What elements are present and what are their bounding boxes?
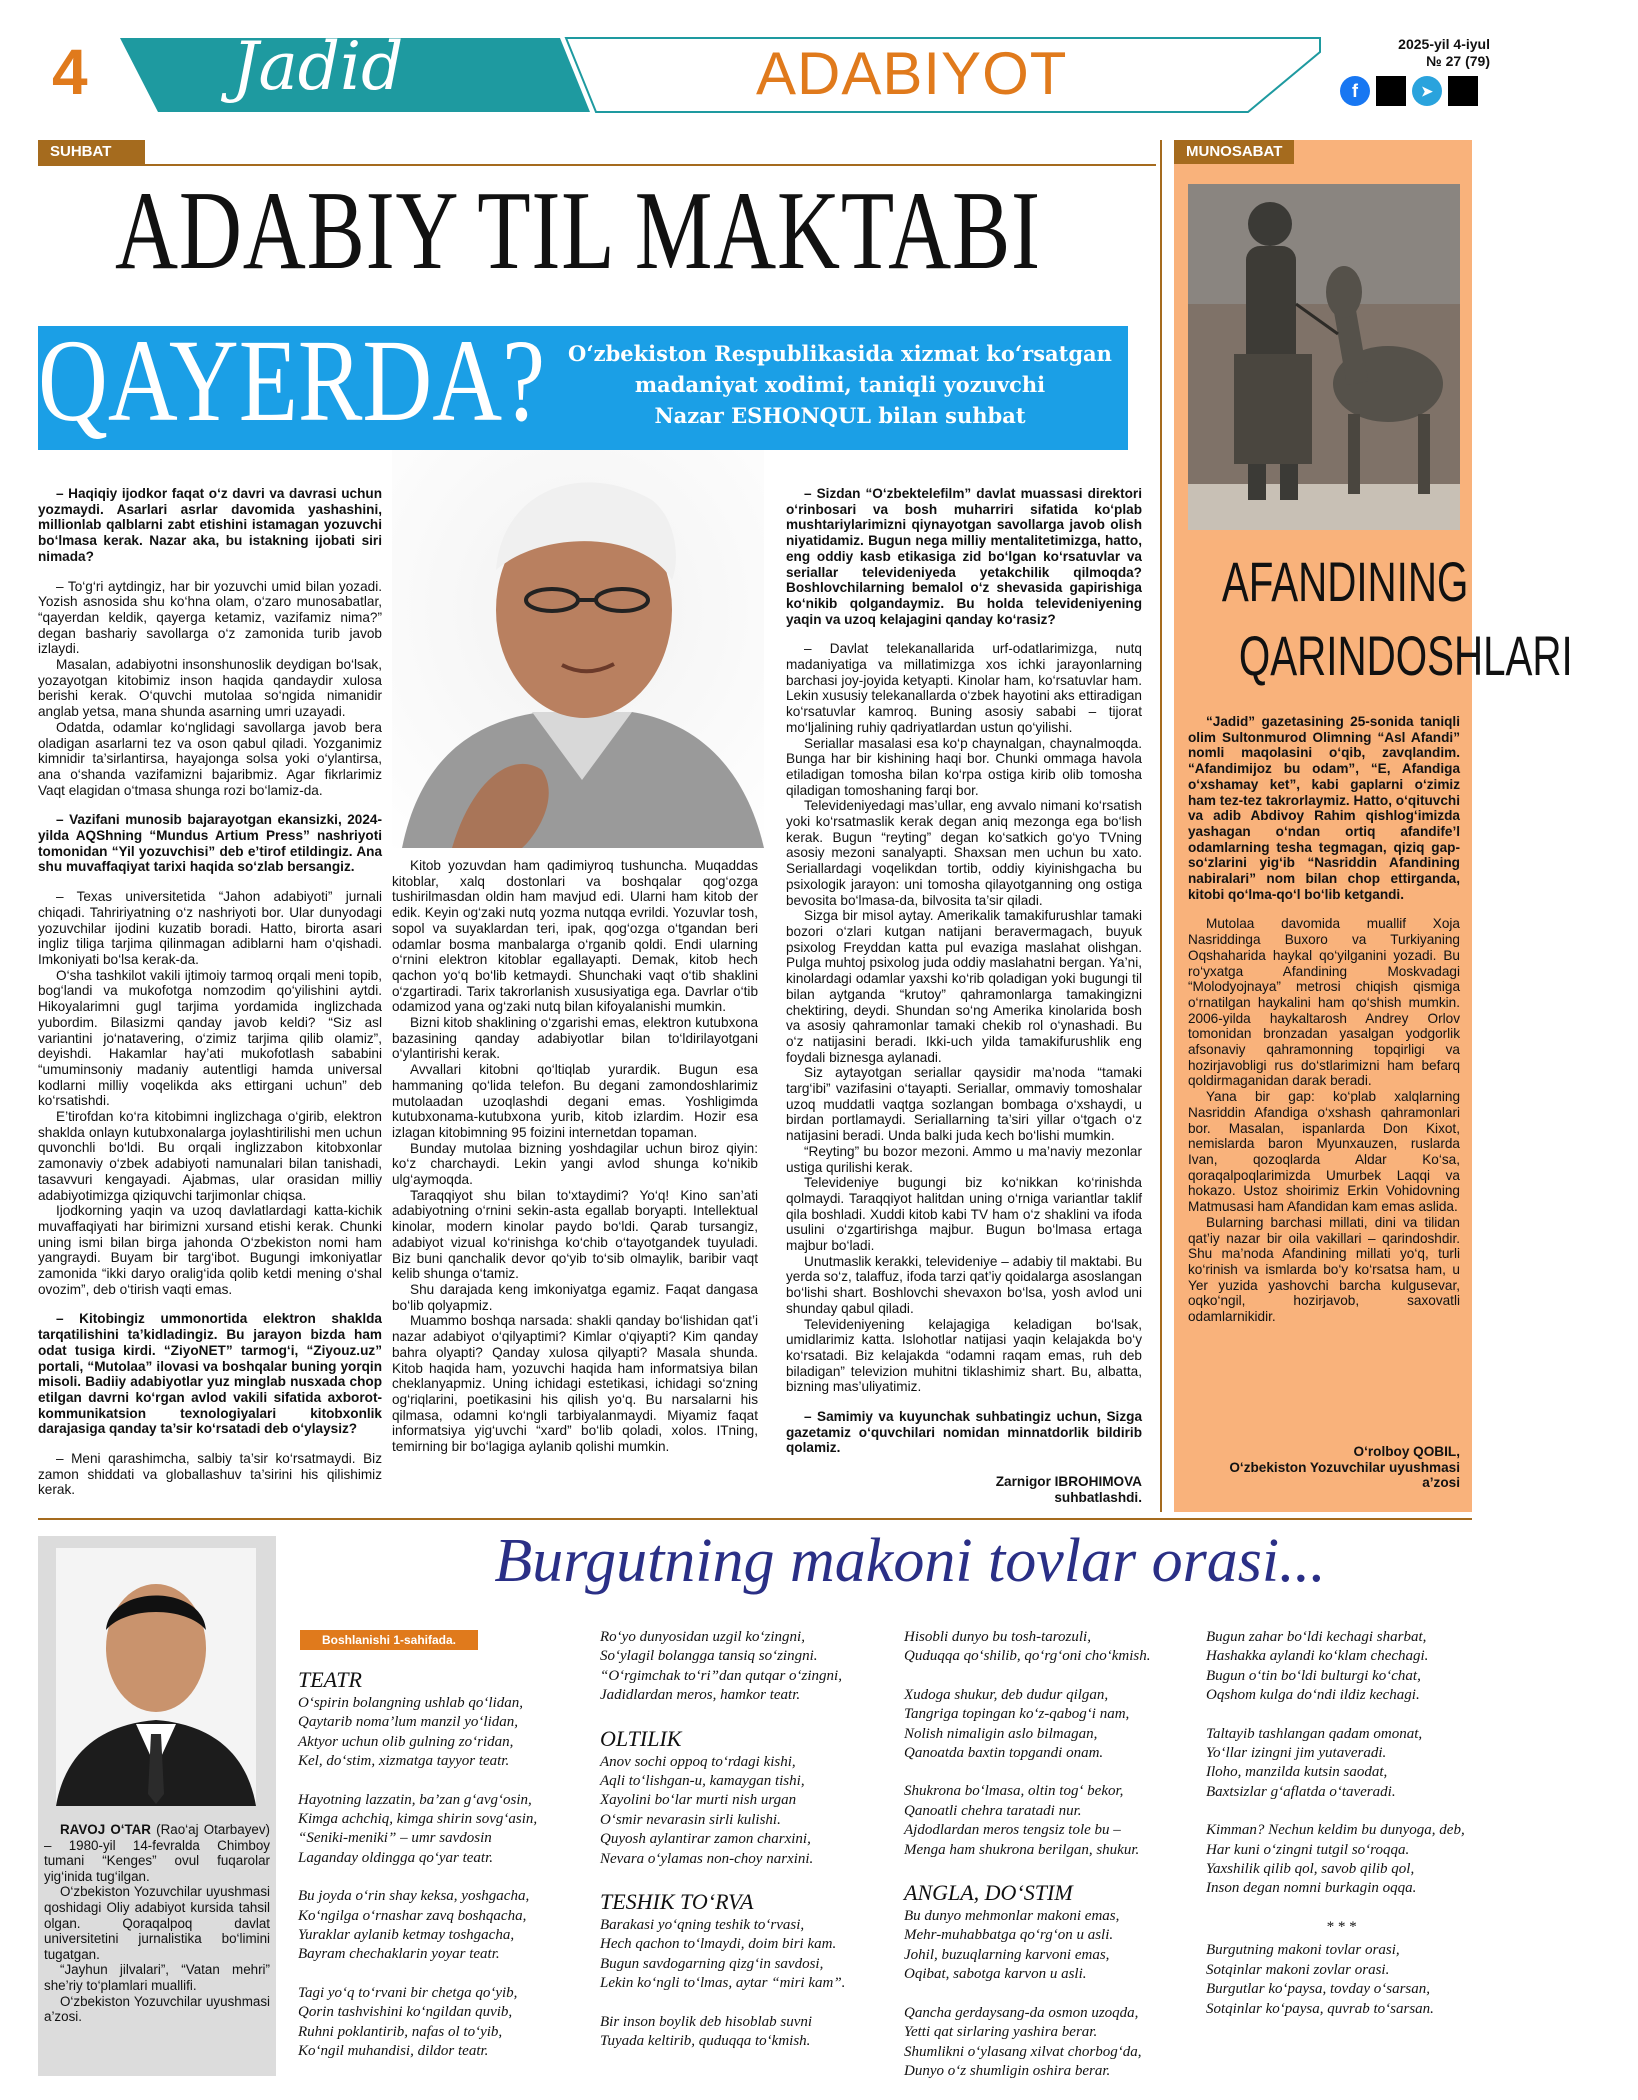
paragraph: – Kitobingiz ummonortida elektron shaklda tarqatilishini ta’kidladingiz. Bu jarayon bizda ham odat tusiga kirdi. “ZiyoNET” tarmog‘i, “Ziyouz.uz” portali, “Mutolaa” ilovasi va boshqalar buning yorqin misoli. Badiiy adabiyotlar yuz minglab nusxada chop etilgan davrni ko‘rgan avlod vakili sifatida axborot-kommunikatsion texnologiyalari kitobxonlik darajasiga qanday ta’sir ko‘rsatadi deb o‘ylaysiz? [38,1311,382,1437]
poem-stanza [904,1686,1174,1764]
tag-suhbat: SUHBAT [38,140,145,164]
poem-line: Bugun zahar bo‘ldi kechagi sharbat, [1206,1629,1427,1645]
paragraph: Siz aytayotgan seriallar qaysidir ma’noda “tamaki targ‘ibi” vazifasini o‘tayapti. Seriallar, ommaviy tomoshalar uzoq muddatli vaqtga sozlangan bombaga o‘xshaydi, u birdan portlamaydi. Seriallarning ta’siri yillar o‘tgach o‘z natijasini beradi. Unda balki juda kech bo‘lishi mumkin. [786,1065,1142,1144]
poem-line: Kimman? Nechun keldim bu dunyoga, deb, [1206,1822,1465,1839]
social-links [1340,76,1478,106]
poem-column-4 [1206,1628,1476,2038]
paragraph: Bularning barchasi millati, dini va tilidan qat’iy nazar bir oila vakillari – qarindoshdir. Shu ma’noda Afandining millati yo‘q, turli ko‘rinish va ismlarda bo‘y ko‘rsatsa ham, u Yer yuzida yashovchi barcha kulgusevar, oqko‘ngil, hozirjavob, saxovatli odamlarnikidir. [1188,1214,1460,1325]
paragraph: – Texas universitetida “Jahon adabiyoti” jurnali chiqadi. Tahririyatning o‘z nashriyoti bor. Ular dunyodagi yozuvchilar ijodini kuzatib boradi. Hatto, birorta asari ingliz tiliga tarjima qilinmagan adiblarni ham o‘qishadi. Imkoniyati bo‘lsa kerak-da. [38,889,382,967]
article-column-3 [786,486,1142,1456]
poem-line: “Seniki-meniki” – umr savdosin [298,1830,492,1847]
poem-line: Tangriga topingan ko‘z-qabog‘i nam, [904,1706,1130,1723]
poem-line: Bu joyda o‘rin shay keksa, yoshgacha, [298,1888,530,1905]
poem-stanza [904,1628,1174,1667]
poem-stanza [1206,1941,1476,2019]
bio-paragraph [44,1962,270,1993]
statue-photo [1188,184,1460,530]
poem-line: Yetti qat sirlaring yashira berar. [904,2024,1098,2041]
article-column-2 [392,858,758,1455]
telegram-icon[interactable]: ➤ [1412,76,1442,106]
continued-tag: Boshlanishi 1-sahifada. [300,1630,478,1650]
poem-line: Quyosh aylantirar zamon charxini, [600,1831,811,1848]
sidebar-author: O‘rolboy QOBIL, O‘zbekiston Yozuvchilar uyushmasi a’zosi [1229,1444,1460,1491]
poem-section-title: Burgutning makoni tovlar orasi... [494,1527,1326,1595]
poem-line: Oqshom kulga do‘ndi ildiz kechagi. [1206,1687,1420,1704]
poem-line: So‘ylagil bolangga tansiq so‘zingni. [600,1648,818,1665]
sidebar-body [1188,714,1460,1325]
paragraph: Yana bir gap: ko‘plab xalqlarning Nasriddin Afandiga o‘xshash qahramonlari bor. Masalan, ispanlarda Don Kixot, nemislarda baron Myunxauzen, ruslarda Ivan, qozoqlarda Aldar Ko‘sa, qoraqalpoqlarimizda Umurbek Laqqi va hokazo. Ustoz shoirimiz Erkin Vohidovning Matmusasi ham Afandidan kam emas aslida. [1188,1089,1460,1215]
poem-line: Bayram chechaklarin yoyar teatr. [298,1946,500,1963]
poem-separator: * * * [1326,1918,1356,1935]
paragraph: Ijodkorning yaqin va uzoq davlatlardagi katta-kichik muvaffaqiyati har birimizni xursand etishi kerak. Chunki uning ismi bilan birga jahonda O‘zbekiston nomi ham yangraydi. Buyam bir targ‘ibot. Bugungi imkoniyatlar zamonida “ikki daryo oralig‘ida qolib ketdi mening o‘shal ovozim”, deb o‘tirish vaqti emas. [38,1203,382,1297]
poem-line: Kimga achchiq, kimga shirin sovg‘asin, [298,1811,538,1828]
poem-line: Bu dunyo mehmonlar makoni emas, [904,1908,1120,1925]
poem-line: Inson degan nomni burkagin oqqa. [1206,1880,1417,1897]
poem-line: Xudoga shukur, deb dudur qilgan, [904,1686,1109,1703]
bio-text-span: O‘zbekiston Yozuvchilar uyushmasi qoshidagi Oliy adabiyot kursida tahsil olgan. Qoraqalpoq davlat universitetini jurnalistika bo‘limini tugatgan. [44,1884,270,1962]
paragraph: Kitob yozuvdan ham qadimiyroq tushuncha. Muqaddas kitoblar, xalq dostonlari va boshqalar qog‘ozga tushirilmasdan oldin ham mavjud edi. Ularni ham kitob der edik. Keyin og‘zaki nutq yozma nutqqa evrildi. Yozuvlar tosh, sopol va suyaklardan teri, ipak, qog‘ozga o‘tgandan beri odamlar bosma manbalarga o‘rganib qoldi. Endi ularning o‘rnini elektron kitoblar egallayapti. Demak, kitob hech qachon yo‘q bo‘lib ketmaydi. Shunchaki vaqt o‘tib shaklini o‘zgartiradi. Tarix takrorlanish xususiyatiga ega. Davrlar o‘tib odamizod yana og‘zaki nutq bilan kifoyalanishi mumkin. [392,858,758,1015]
poem-line: Tagi yo‘q to‘rvani bir chetga qo‘yib, [298,1984,518,2001]
poem-line: Aqli to‘lishgan-u, kamaygan tishi, [600,1773,805,1790]
issue-number: № 27 (79) [1426,53,1490,69]
paragraph: – Meni qarashimcha, salbiy ta’sir ko‘rsatmaydi. Biz zamon shiddati va globallashuv ta’sirini his qilishimiz kerak. [38,1451,382,1498]
paragraph: Avvallari kitobni qo‘ltiqlab yurardik. Bugun esa hammaning qo‘lida telefon. Bu degani zamondoshlarimiz mutolaadan uzoqlashdi degani emas. Yoshligimda kutubxonama-kutubxona yurib, kitob izlardim. Hozir esa izlagan kitobimning 95 foizini internetdan topaman. [392,1062,758,1140]
poem-line: Bugun savdogarning qizg‘in savdosi, [600,1955,824,1972]
sidebar-title: AFANDINING QARINDOSHLARI [1221,550,1573,687]
paragraph: Televideniye bugungi biz ko‘nikkan ko‘rinishda qolmaydi. Taraqqiyot halitdan uning o‘rniga variantlar taklif qila boshladi. Xuddi kitob kabi TV ham o‘z shaklini va ifoda usulini o‘zgartirishga majbur. Bugun bo‘lmasa ertaga majbur bo‘ladi. [786,1175,1142,1254]
article-signature: Zarnigor IBROHIMOVA suhbatlashdi. [995,1474,1142,1505]
poem-line: Ko‘ngil muhandisi, dildor teatr. [298,2043,489,2060]
poem-heading: OLTILIK [600,1725,682,1751]
interview-portrait [392,450,764,848]
section-rule [38,1518,1472,1520]
paragraph: – Davlat telekanallarida urf-odatlarimizga, nutq madaniyatiga va millatimizga xos ichki jarayonlarning barchasi joy-joyida ketyapti. Kinolar ham, ko‘rsatuvlar ham. Lekin xususiy telekanallarda o‘zbek hayotini aks ettiradigan ko‘rsatuvlar kamroq. Buning asosiy sababi – tijorat mo‘ljalining ruhiy qadriyatlardan ustun qo‘yilishi. [786,641,1142,735]
poem-heading: ANGLA, DO‘STIM [904,1880,1073,1906]
paragraph: Masalan, adabiyotni insonshunoslik deydigan bo‘lsak, yozayotgan kitobimiz inson haqida qandaydir xulosa berishi kerak. O‘quvchi mutolaa so‘ngida nimanidir anglab yetsa, mana shunda asarning umri uzayadi. [38,657,382,720]
paragraph: Sizga bir misol aytay. Amerikalik tamakifurushlar tamaki bozori o‘zlari kutgan natijani beravermagach, buyuk psixolog Freyddan katta pul evaziga maslahat olishgan. Pulga muhtoj psixolog juda oddiy maslahatni bergan. Ya’ni, kinolardagi odamlar yaxshi ko‘rib qoladigan yoki bugungi til bilan aytganda “krutoy” qahramonlarga tamakingizni chektiring, deydi. Shundan so‘ng Amerika kinolarida bosh va asosiy qahramonlar tamaki chekib rol o‘ynashadi. Bu o‘z natijasini beradi. Ikki-uch yilda tamakifurushlik eng foydali biznesga aylanadi. [786,908,1142,1065]
poem-line: Menga ham shukrona berilgan, shukur. [904,1841,1140,1858]
paragraph: Televideniyedagi mas’ullar, eng avvalo nimani ko‘rsatish yoki ko‘rsatmaslik kerak degan aniq mezonga ega bo‘lish kerak. Bugun “reyting” degan ko‘satkich go‘yo TVning asosiy mezoni sanalyapti. Shaxsan men uchun bu xato. Seriallardagi voqelikdan tortib, oddiy kiyinishgacha bu psixologik jarayon: uni tomosha qilayotganning ong ostiga bevosita bo‘lmasa-da, bilvosita ta’sir qiladi. [786,798,1142,908]
paragraph: “Jadid” gazetasining 25-sonida taniqli olim Sultonmurod Olimning “Asl Afandi” nomli maqolasini o‘qib, zavqlandim. “Afandimijoz bu odam”, “E, Afandiga o‘xshamay ket”, kabi gaplarni o‘zimiz ham tez-tez takrorlaymiz. Hatto, o‘qituvchi va adib Abdivoy Rahim qishlog‘imizda yashagan o‘ndan ortiq afandife’l odamlarning tesha tegmagan, qiziq gap-so‘zlarini yig‘ib “Nasriddin Afandining nabiralari” nom bilan chop ettirganda, kitobi qo‘lma-qo‘l bo‘lib ketgandi. [1188,714,1460,902]
poet-name: RAVOJ O‘TAR [60,1822,151,1837]
poem-line: Ajdodlardan meros tengsiz tole bu – [904,1822,1121,1839]
poem-line: Ko‘ngilga o‘rnashar zavq boshqacha, [298,1907,527,1924]
poem-line: Qanoatli chehra taratadi nur. [904,1802,1082,1819]
poem-line: Hayotning lazzatin, ba’zan g‘avg‘osin, [298,1791,532,1808]
poem-line: Yo‘llar izingni jim yutaveradi. [1206,1745,1387,1762]
poem-line: “O‘rgimchak to‘ri”dan qutqar o‘zingni, [600,1667,842,1684]
column-divider [1160,140,1162,1512]
paragraph: Mutolaa davomida muallif Xoja Nasriddinga Buxoro va Turkiyaning Oqshaharida haykal qo‘yilganini yozadi. Bu ro‘yxatga Afandining Moskvadagi “Molodyojnaya” metrosi chiqish qismiga o‘rnatilgan haykalini ham qo‘shish mumkin. 2006-yilda haykaltarosh Andrey Orlov tomonidan bronzadan yasalgan yodgorlik afsonaviy qahramonning topqirligi va hozirjavobligi rus do‘stlarimizni ham befarq qoldirmaganidan darak beradi. [1188,916,1460,1089]
poem-heading: TEATR [298,1667,362,1692]
poem-stanza [298,1791,568,1869]
poem-line: Hisobli dunyo bu tosh-tarozuli, [904,1629,1091,1645]
paragraph: – To‘g‘ri aytdingiz, har bir yozuvchi umid bilan yozadi. Yozish asnosida shu ko‘hna olam, o‘zaro munosabatlar, “qayerdan keldik, qayerga ketamiz, vazifamiz nima?” degan bashariy savollarga o‘z zamonida turib javob izlaydi. [38,578,382,657]
poem-line: Ruhni poklantirib, nafas ol to‘yib, [298,2023,503,2040]
poem-line: Sotqinlar ko‘paysa, quvrab to‘sarsan. [1206,2000,1434,2017]
poem-line: Mehr-muhabbatga qo‘rg‘on u asli. [904,1927,1114,1944]
paragraph: “Reyting” bu bozor mezoni. Ammo u ma’naviy mezonlar ustiga qurilishi kerak. [786,1143,1142,1175]
poem-line: Nolish nimaligin aslo bilmagan, [904,1725,1098,1742]
poem-line: Shukrona bo‘lmasa, oltin tog‘ bekor, [904,1783,1124,1800]
article-subtitle: O‘zbekiston Respublikasida xizmat ko‘rsatgan madaniyat xodimi, taniqli yozuvchi Nazar ESHONQUL bilan suhbat [568,341,1112,428]
paragraph: Televideniyening kelajagiga keladigan bo‘lsak, umidlarimiz katta. Islohotlar natijasi yaqin kelajakda bo‘y ko‘rsatadi. Biz kelajakda “odamni raqam emas, ruh deb biladigan” televizion muhitni tiklashimiz shart. Bu, albatta, bizning mas’uliyatimiz. [786,1316,1142,1395]
rule [38,164,1156,166]
bio-paragraph [44,1994,270,2025]
poem-stanza [904,1782,1174,1860]
facebook-icon[interactable]: f [1340,76,1370,106]
poem-line: Qanoatda baxtin topgandi onam. [904,1745,1104,1762]
issue-info [1390,36,1490,70]
poem-stanza [1206,1821,1476,1899]
author-bio [44,1822,270,2025]
poem-stanza [298,1887,568,1965]
poem-line: Shumlikni o‘ylasang xilvat chorbog‘da, [904,2043,1142,2060]
paragraph: O‘sha tashkilot vakili ijtimoiy tarmoq orqali meni topib, bog‘landi va mukofotga nomzodim qo‘yilishini aytdi. Hikoyalarimni gugl tarjima yordamida inglizchada yubordim. Bilasizmi qanday javob keldi? “Siz asl variantini jo‘natavering, o‘zimiz tarjima qilib olamiz”, deyishdi. Hakamlar hay’ati mukofotlash sababini “umuminsoniy madaniy autentligi hamda universal kodlarni milliy voqelikda aks ettirgani uchun” deb ko‘rsatishdi. [38,967,382,1109]
poem-heading: TESHIK TO‘RVA [600,1889,754,1915]
poem-line: Qaytarib noma’lum manzil yo‘lidan, [298,1714,518,1731]
bio-text-span: “Jayhun jilvalari”, “Vatan mehri” she’riy to‘plamlari muallifi. [44,1962,270,1993]
poem-line: Xayolini bo‘lar murti nish urgan [600,1792,797,1809]
poem-stanza [1206,1628,1476,1706]
poem-line: Lekin ko‘ngli to‘lmas, aytar “miri kam”. [600,1975,846,1992]
paragraph: Bunday mutolaa bizning yoshdagilar uchun biroz qiyin: ko‘z charchaydi. Lekin yangi avlod shunga ko‘nikib ulg‘aymoqda. [392,1140,758,1188]
poem-line: Har kuni o‘zingni tutgil so‘roqqa. [1206,1841,1410,1858]
paragraph: E’tirofdan ko‘ra kitobimni inglizchaga o‘girib, elektron shaklda onlayn kutubxonalarga joylashtirilishi men uchun quvonchli bo‘ldi. Bu orqali inglizzabon kitobxonlar zamonaviy o‘zbek adabiyoti namunalari bilan tanishadi, tasavvuri kengayadi. Ajabmas, ular orasidan milliy adabiyotimizga qiziquvchi tarjimonlar chiqsa. [38,1109,382,1203]
headline-question: QAYERDA? [38,315,546,446]
article-column-1 [38,486,382,1498]
poem-stanza [298,1694,568,1772]
paragraph: Seriallar masalasi esa ko‘p chaynalgan, chaynalmoqda. Bunga har bir kishining haqi bor. Chunki ommaga havola etiladigan tomosha bilan ko‘rpa ostiga kirib olib tomosha qiladigan tomoshaning farqi bor. [786,735,1142,798]
poem-stanza [298,1984,568,2062]
bio-text-span: (Rao‘aj Otarbayev) – 1980-yil 14-fevralda Chimboy tumani “Kenges” ovul fuqarolar yig‘inida tug‘ilgan. [44,1822,270,1884]
poem-line: O‘spirin bolangning ushlab qo‘lidan, [298,1695,524,1711]
poem-column-2 [600,1628,870,2071]
poem-column-1 [298,1656,568,2081]
poet-portrait [56,1548,256,1806]
poem-line: Yuraklar aylanib ketmay toshgacha, [298,1927,515,1944]
poem-line: Nevara o‘ylamas non-choy narxini. [600,1850,814,1867]
poem-line: Hech qachon to‘lmaydi, doim biri kam. [600,1936,837,1953]
poem-line: Yaxshilik qilib qol, savob qilib qol, [1206,1861,1415,1878]
poem-stanza [904,1907,1174,1985]
poem-line: Iloho, manzilda kutsin saodat, [1206,1764,1388,1781]
poem-line: Qorin tashvishini ko‘ngildan quvib, [298,2004,513,2021]
bio-paragraph [44,1822,270,1884]
page-number: 4 [52,36,88,108]
qr-code-icon [1448,76,1478,106]
poem-line: Tuyada keltirib, quduqqa to‘kmish. [600,2033,811,2050]
poem-stanza [1206,1725,1476,1803]
poem-line: Dunyo o‘z shumligin oshira berar. [904,2062,1111,2079]
poem-stanza [600,2013,870,2052]
qr-code-icon [1376,76,1406,106]
poem-column-3 [904,1628,1174,2100]
paragraph: – Vazifani munosib bajarayotgan ekansizki, 2024-yilda AQShning “Mundus Artium Press” nashriyoti tomonidan “Yil yozuvchisi” deb e’tirof etildingiz. Ana shu muvaffaqiyat tarixi haqida so‘zlab bersangiz. [38,812,382,875]
poem-line: Laganday oldingga qo‘yar teatr. [298,1849,493,1866]
poem-line: Barakasi yo‘qning teshik to‘rvasi, [600,1917,805,1934]
paragraph: Odatda, odamlar ko‘nglidagi savollarga javob bera oladigan asarlarni tez va oson qabul qiladi. Yozganimiz kimnidir ta’sirlantirsa, hayajonga solsa yoki o‘ylantirsa, ana o‘shanda vazifamizni bajaribmiz. Agar fikrlarimiz Vaqt elagidan o‘tmasa shunga rozi bo‘lamiz-da. [38,719,382,798]
headline: ADABIY TIL MAKTABI [115,169,1041,293]
paragraph: Unutmaslik kerakki, televideniye – adabiy til maktabi. Bu yerda so‘z, talaffuz, ifoda tarzi qat’iy qoidalarga asoslangan bo‘lishi shart. Boshlovchi shevaxon bo‘lsa, yosh avlod uni shunday qabul qiladi. [786,1253,1142,1316]
poem-line: Aktyor uchun olib gulning zo‘ridan, [298,1733,514,1750]
poem-stanza [600,1628,870,1706]
poem-line: Quduqqa qo‘shilib, qo‘rg‘oni cho‘kmish. [904,1648,1151,1665]
bio-text-span: O‘zbekiston Yozuvchilar uyushmasi a’zosi. [44,1993,270,2025]
poem-line: Kel, do‘stim, xizmatga tayyor teatr. [298,1753,510,1770]
paragraph: – Sizdan “O‘zbektelefilm” davlat muassasi direktori o‘rinbosari va bosh muharriri sifatida ko‘plab mushtariylarimizni qiynayotgan savollarga javob olish niyatidamiz. Bugun nega milliy mentalitetimizga, hatto, eng oddiy kasb etikasiga zid bo‘lgan ko‘rsatuvlar va seriallar televideniyeda yetakchilik qilmoqda? Boshlovchilarning bemalol o‘z shevasida gapirishiga ko‘nikib qolgandaymiz. Bu holda televideniyening yaqin va uzoq kelajagini qanday ko‘rasiz? [786,486,1142,627]
poem-line: Bugun o‘tin bo‘ldi bulturgi ko‘chat, [1206,1667,1421,1684]
poem-line: Bir inson boylik deb hisoblab suvni [600,2013,813,2030]
bio-paragraph [44,1884,270,1962]
poem-line: Sotqinlar makoni zovlar orasi. [1206,1961,1390,1978]
poem-line: Johil, buzuqlarning karvoni emas, [904,1946,1110,1963]
poem-stanza [904,2004,1174,2082]
masthead-logo: Jadid [232,28,404,105]
poem-line: Qancha gerdaysang-da osmon uzoqda, [904,2004,1139,2021]
poem-line: Ro‘yo dunyosidan uzgil ko‘zingni, [600,1629,805,1645]
section-title: ADABIYOT [756,40,1068,107]
poem-line: O‘smir nevarasin sirli kulishi. [600,1811,781,1828]
poem-line: Burgutlar ko‘paysa, tovday o‘sarsan, [1206,1981,1431,1998]
poem-stanza [600,1916,870,1994]
poem-line: Baxtsizlar g‘aflatda o‘taveradi. [1206,1783,1396,1800]
paragraph: Muammo boshqa narsada: shakli qanday bo‘lishidan qat’i nazar adabiyot o‘qilyaptimi? Kimlar o‘qiyapti? Kim qanday bahra olyapti? Qanday xulosa qilyapti? Masala shunda. Kitob haqida ham, yozuvchi haqida ham informatsiya bilan cheklanyapmiz. Uning ichidagi estetikasi, ichidagi so‘zning og‘riqlarini, poetikasini his qilish yo‘q. Bu narsalarni his qilmasa, odamni ko‘ngli tarbiyalanmaydi. Miyamiz faqat informatsiya yig‘uvchi “xard” bo‘lib qoladi, xolos. ITning, temirning bir bo‘lagiga aylanib qolishi mumkin. [392,1313,758,1455]
poem-line: Jadidlardan meros, hamkor teatr. [600,1687,801,1704]
poem-stanza [600,1753,870,1869]
paragraph: – Samimiy va kuyunchak suhbatingiz uchun, Sizga gazetamiz o‘quvchilari nomidan minnatdorlik bildirib qolamiz. [786,1409,1142,1456]
issue-date: 2025-yil 4-iyul [1398,36,1490,52]
tag-munosabat: MUNOSABAT [1174,140,1294,164]
poem-line: Oqibat, sabotga karvon u asli. [904,1966,1087,1983]
paragraph: – Haqiqiy ijodkor faqat o‘z davri va davrasi uchun yozmaydi. Asarlari asrlar davomida yashashini, millionlab qalblarni zabt etishini istamagan yozuvchi bo‘lmasa kerak. Nazar aka, bu istakning ijobati siri nimada? [38,486,382,564]
poem-line: Anov sochi oppoq to‘rdagi kishi, [600,1753,796,1770]
paragraph: Taraqqiyot shu bilan to‘xtaydimi? Yo‘q! Kino san’ati adabiyotning o‘rnini sekin-asta egallab boryapti. Intellektual kinolar, modern kinolar paydo bo‘ldi. Qarab tursangiz, adabiyot vizual ko‘rinishga ko‘chib o‘tayotgandek tuyuladi. Biz buni qanchalik devor qo‘yib to‘sib olmaylik, baribir vaqt kelib shunga o‘tamiz. [392,1187,758,1282]
poem-line: Hashakka aylandi ko‘klam chechagi. [1206,1648,1429,1665]
paragraph: Shu darajada keng imkoniyatga egamiz. Faqat dangasa bo‘lib qolyapmiz. [392,1281,758,1313]
poem-line: Taltayib tashlangan qadam omonat, [1206,1725,1423,1742]
poem-line: Burgutning makoni tovlar orasi, [1206,1942,1400,1959]
paragraph: Bizni kitob shaklining o‘zgarishi emas, elektron kutubxona bazasining qanday adabiyotlar bilan to‘ldirilayotgani o‘ylantirishi kerak. [392,1015,758,1062]
